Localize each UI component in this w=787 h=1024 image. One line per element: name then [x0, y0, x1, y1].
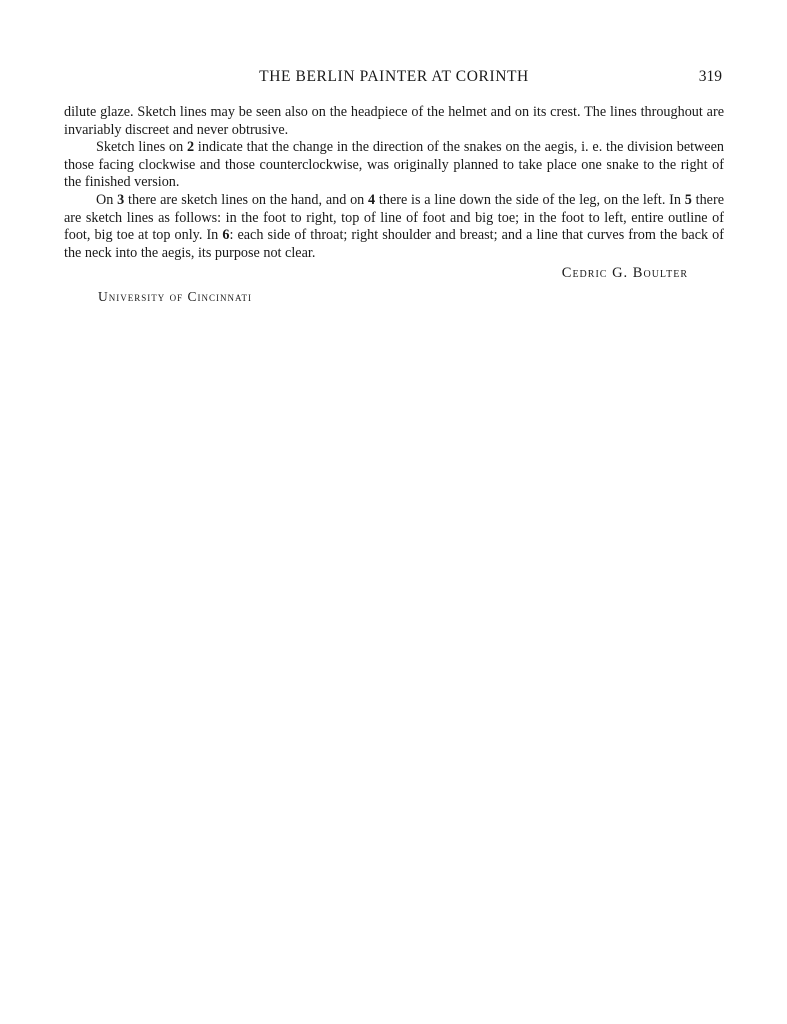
page-number: 319	[698, 68, 722, 85]
paragraph-3-text-a: On	[96, 191, 118, 208]
paragraph-2-text-b: indicate that the change in the direction of the snakes on the aegis, i. e. the division between those facing clockwise and those counterclockwise, was originally planned to take place one snake to the right of the finished version.	[64, 139, 724, 191]
body-text	[64, 104, 724, 262]
running-title: THE BERLIN PAINTER AT CORINTH	[259, 68, 529, 85]
paragraph-3-text-b: there are sketch lines on the hand, and on	[124, 191, 369, 208]
page	[64, 68, 724, 305]
running-head	[64, 68, 724, 94]
figure-ref-3: 3	[117, 191, 125, 208]
author-signature: Cedric G. Boulter	[561, 265, 688, 282]
paragraph-3-text-d: there are sketch lines as follows: in the foot to right, top of line of foot and big toe; in the foot to left, entire outline of foot, big toe at top only. In	[64, 191, 724, 244]
paragraph-1: dilute glaze. Sketch lines may be seen also on the headpiece of the helmet and on its crest. The lines throughout are invariably discreet and never obtrusive.	[64, 104, 724, 138]
figure-ref-4: 4	[368, 191, 376, 208]
paragraph-2-text-a: Sketch lines on	[96, 139, 188, 156]
paragraph-3-text-e: : each side of throat; right shoulder and breast; and a line that curves from the back of the neck into the aegis, its purpose not clear.	[64, 227, 724, 261]
figure-ref-6: 6	[222, 227, 230, 244]
figure-ref-2: 2	[187, 139, 195, 156]
paragraph-3-text-c: there is a line down the side of the leg, on the left. In	[375, 191, 685, 208]
author-affiliation: University of Cincinnati	[98, 289, 252, 305]
paragraph-2	[64, 139, 724, 192]
figure-ref-5: 5	[684, 191, 692, 208]
paragraph-3	[64, 192, 724, 262]
